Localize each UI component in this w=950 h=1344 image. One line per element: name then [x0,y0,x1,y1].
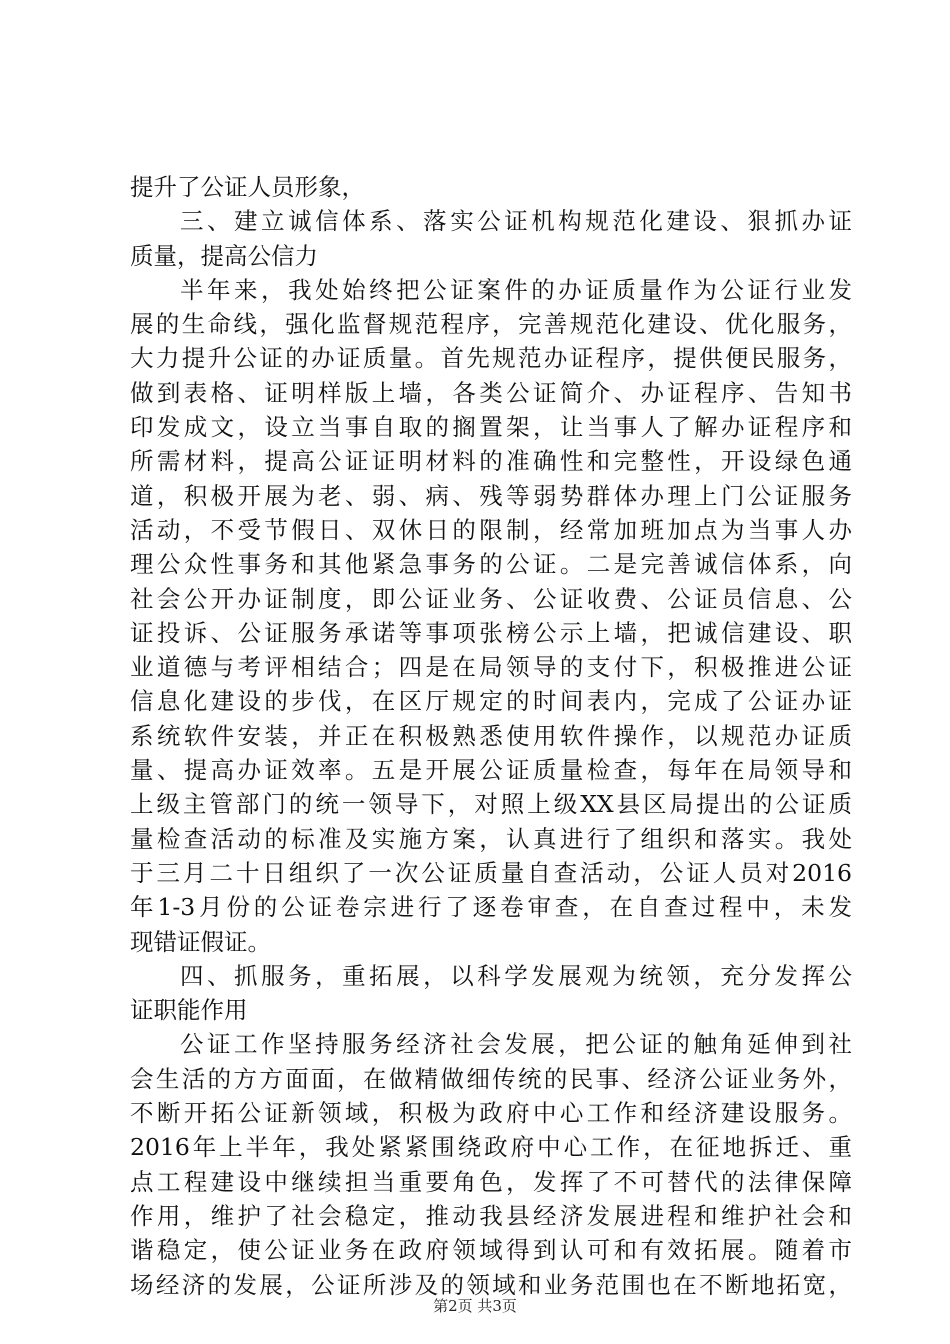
text-line: 2016年上半年，我处紧紧围绕政府中心工作，在征地拆迁、重 [130,1133,852,1162]
text-line: 四、抓服务，重拓展，以科学发展观为统领，充分发挥公 [180,961,852,990]
text-line: 道，积极开展为老、弱、病、残等弱势群体办理上门公证服务 [130,481,852,510]
document-body [130,170,852,1302]
text-line: 理公众性事务和其他紧急事务的公证。二是完善诚信体系，向 [130,550,852,579]
text-line: 信息化建设的步伐，在区厅规定的时间表内，完成了公证办证 [130,687,852,716]
text-line: 不断开拓公证新领域，积极为政府中心工作和经济建设服务。 [130,1099,852,1128]
text-line: 做到表格、证明样版上墙，各类公证简介、办证程序、告知书 [130,378,852,407]
text-line: 公证工作坚持服务经济社会发展，把公证的触角延伸到社 [180,1030,852,1059]
text-line: 大力提升公证的办证质量。首先规范办证程序，提供便民服务， [130,344,852,373]
text-line: 证职能作用 [130,996,248,1025]
text-line: 业道德与考评相结合；四是在局领导的支付下，积极推进公证 [130,653,852,682]
text-line: 展的生命线，强化监督规范程序，完善规范化建设、优化服务， [130,310,852,339]
text-line: 提升了公证人员形象， [130,173,365,201]
text-line: 点工程建设中继续担当重要角色，发挥了不可替代的法律保障 [130,1167,852,1196]
text-line: 量、提高办证效率。五是开展公证质量检查，每年在局领导和 [130,756,852,785]
text-line: 量检查活动的标准及实施方案，认真进行了组织和落实。我处 [130,824,852,853]
text-line: 于三月二十日组织了一次公证质量自查活动，公证人员对2016 [130,858,852,887]
text-line: 场经济的发展，公证所涉及的领域和业务范围也在不断地拓宽， [130,1270,852,1299]
text-line: 证投诉、公证服务承诺等事项张榜公示上墙，把诚信建设、职 [130,618,852,647]
text-line: 印发成文，设立当事自取的搁置架，让当事人了解办证程序和 [130,413,852,442]
text-line: 社会公开办证制度，即公证业务、公证收费、公证员信息、公 [130,584,852,613]
text-line: 质量，提高公信力 [130,241,318,270]
text-line: 半年来，我处始终把公证案件的办证质量作为公证行业发 [180,275,852,304]
text-line: 所需材料，提高公证证明材料的准确性和完整性，开设绿色通 [130,447,852,476]
text-line: 现错证假证。 [130,927,271,956]
text-line: 谐稳定，使公证业务在政府领域得到认可和有效拓展。随着市 [130,1236,852,1265]
text-line: 活动，不受节假日、双休日的限制，经常加班加点为当事人办 [130,515,852,544]
text-line: 三、建立诚信体系、落实公证机构规范化建设、狠抓办证 [180,207,852,236]
text-line: 年1-3月份的公证卷宗进行了逐卷审查，在自查过程中，未发 [130,893,852,922]
text-line: 系统软件安装，并正在积极熟悉使用软件操作，以规范办证质 [130,721,852,750]
text-line: 作用，维护了社会稳定，推动我县经济发展进程和维护社会和 [130,1201,852,1230]
text-line: 上级主管部门的统一领导下，对照上级XX县区局提出的公证质 [130,790,852,819]
text-line: 会生活的方方面面，在做精做细传统的民事、经济公证业务外， [130,1064,852,1093]
page-footer: 第2页 共3页 [433,1297,517,1315]
